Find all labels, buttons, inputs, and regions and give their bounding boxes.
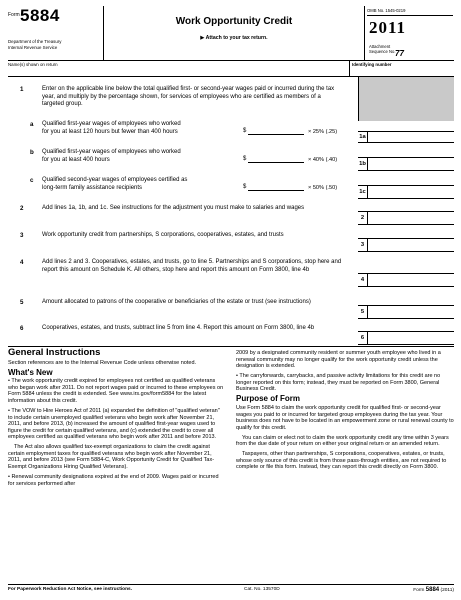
names-label: Name(s) shown on return: [8, 62, 58, 67]
line-4: [8, 259, 454, 287]
attachment-sequence: [369, 44, 396, 54]
line-text: Add lines 1a, 1b, and 1c. See instructions for the adjustment you must make to salaries and wages: [42, 205, 305, 211]
line-text: Enter on the applicable line below the total qualified first- or second-year wages paid or incurred during the tax year, and multiply by the percentage shown, for services of employees who are certified as members of a targeted group.: [42, 86, 335, 108]
box-label: 6: [358, 331, 368, 345]
omb-number: OMB No. 1545-0219: [367, 8, 453, 16]
amount-field-6[interactable]: [368, 331, 454, 345]
form-number: 5884: [20, 6, 60, 25]
amount-field-5[interactable]: [368, 305, 454, 319]
form-label: Form: [8, 12, 20, 18]
line-number: 1: [20, 86, 24, 93]
line-number: 2: [20, 205, 24, 212]
line-6: [8, 325, 454, 345]
line-text-2: long-term family assistance recipients: [42, 184, 143, 191]
amount-field-1b[interactable]: [368, 157, 454, 171]
amount-field-1a[interactable]: [368, 131, 454, 143]
line-text-2: for you at least 400 hours: [42, 156, 110, 163]
omb-block: [364, 6, 454, 61]
line-1c: [8, 177, 454, 199]
footer-form-word: Form: [413, 588, 425, 593]
footer-year: (2011): [440, 588, 454, 593]
tax-year: 2011: [369, 18, 407, 37]
whats-new-item: • The VOW to Hire Heroes Act of 2011 (a) expanded the definition of "qualified veteran" to include certain unemployed qualified veterans who begin work after November 21, 2011, and before 2013, (b) increased the amount of qualified first-year wages used to figure the credit for certain qualified veterans, and (c) extended the credit to cover all employees certified as qualified veterans who begin work after 2011 and before 2013.: [8, 407, 220, 441]
form-id-block: [8, 6, 104, 61]
names-row: [8, 61, 454, 77]
whats-new-heading: What's New: [8, 367, 53, 377]
box-column: [358, 177, 454, 199]
form-title: Work Opportunity Credit: [175, 16, 293, 27]
paperwork-notice: For Paperwork Reduction Act Notice, see instructions.: [8, 587, 133, 592]
line-1a: [8, 121, 454, 143]
box-column: [358, 205, 454, 225]
line-text: Add lines 2 and 3. Cooperatives, estates, and trusts, go to line 5. Partnerships and S corporations, stop here and report this amount on Schedule K. All others, stop here and report this amount on Form 3800, line 4b: [42, 259, 342, 273]
box-column: [358, 299, 454, 319]
form-footer: [8, 584, 454, 594]
line-text-2: for you at least 120 hours but fewer than 400 hours: [42, 128, 178, 135]
amount-field-1c[interactable]: [368, 185, 454, 199]
whats-new-item: The Act also allows qualified tax-exempt organizations to claim the credit against certain employment taxes for qualified veterans who begin work after November 21, 2011, and before 2013 (see Form 5884-C, Work Opportunity Credit for Qualified Tax-Exempt Organizations Hiring Qualified Veterans).: [8, 444, 215, 471]
instructions-right-column: [236, 350, 454, 474]
department: [8, 39, 102, 50]
box-column: [358, 121, 454, 143]
line-text-1: Qualified first-year wages of employees who worked: [42, 121, 181, 127]
general-instructions-heading: General Instructions: [8, 347, 101, 358]
box-column: [358, 259, 454, 287]
footer-form-number: 5884: [425, 587, 440, 593]
dept-line-2: Internal Revenue Service: [8, 44, 58, 50]
line-3: [8, 232, 454, 252]
instructions-left-column: [8, 347, 224, 491]
line-number: 3: [20, 232, 24, 239]
box-label: 4: [358, 273, 368, 287]
box-label: 3: [358, 238, 368, 252]
shaded-area: [358, 77, 454, 121]
identifying-number-field[interactable]: [349, 61, 454, 77]
whats-new-continued: 2009 by a designated community resident or summer youth employee who lived in a renewal community may no longer qualify for the work opportunity credit unless the designation is extended.: [236, 350, 441, 370]
box-column: [358, 232, 454, 252]
line-letter: b: [30, 149, 34, 156]
box-column: [358, 325, 454, 345]
line-text-1: Qualified first-year wages of employees who worked: [42, 149, 181, 155]
box-label: 1a: [358, 131, 368, 143]
sequence-label: Sequence No.: [369, 49, 396, 54]
line-text: Cooperatives, estates, and trusts, subtract line 5 from line 4. Report this amount on Form 3800, line 4b: [42, 325, 315, 331]
line-2: [8, 205, 454, 225]
line-text: Amount allocated to patrons of the cooperative or beneficiaries of the estate or trust (see instructions): [42, 299, 311, 305]
general-text: Section references are to the Internal Revenue Code unless otherwise noted.: [8, 359, 197, 366]
title-block: [104, 6, 364, 61]
purpose-text: Taxpayers, other than partnerships, S corporations, cooperatives, estates, or trusts, whose only source of this credit is from those pass-through entities, are not required to complete or file this form. Instead, they can report this credit directly on Form 3800.: [236, 451, 447, 471]
wages-input-1c[interactable]: [248, 190, 304, 191]
line-number: 4: [20, 259, 24, 266]
line-text-1: Qualified second-year wages of employees certified as: [42, 177, 188, 183]
attach-note: ▶ Attach to your tax return.: [200, 35, 268, 41]
footer-form-id: [413, 587, 454, 593]
dollar-sign: $: [243, 156, 247, 162]
whats-new-item: • The work opportunity credit expired for employees not certified as qualified veterans who began work after 2011. Do not report wages paid or incurred to these employees on Form 5884 unless the credit is extended. See www.irs.gov/form5884 for the latest information about this credit.: [8, 378, 224, 404]
dollar-sign: $: [243, 184, 247, 190]
line-1b: [8, 149, 454, 171]
line-number: 6: [20, 325, 24, 332]
percentage: × 50% (.50): [308, 185, 338, 191]
identifying-number-label: Identifying number: [352, 62, 392, 67]
purpose-text: Use Form 5884 to claim the work opportunity credit for qualified first- or second-year wages you paid to or incurred for targeted group employees during the tax year. Your business does not have to be located in an empowerment zone or rural renewal county to qualify for this credit.: [236, 404, 454, 431]
percentage: × 40% (.40): [308, 157, 338, 163]
whats-new-item: • Renewal community designations expired at the end of 2009. Wages paid or incurred for services performed after: [8, 474, 219, 487]
box-column: [358, 149, 454, 171]
box-label: 5: [358, 305, 368, 319]
form-header: [8, 6, 454, 61]
catalog-number: Cat. No. 13570D: [244, 587, 280, 592]
line-text: Work opportunity credit from partnerships, S corporations, cooperatives, estates, and trusts: [42, 232, 284, 238]
wages-input-1a[interactable]: [248, 134, 304, 135]
amount-field-4[interactable]: [368, 273, 454, 287]
purpose-text: You can claim or elect not to claim the work opportunity credit any time within 3 years from the due date of your return on either your original return or an amended return.: [236, 434, 449, 448]
dept-line-1: Department of the Treasury: [8, 39, 62, 44]
attachment-label: Attachment: [369, 44, 391, 49]
wages-input-1b[interactable]: [248, 162, 304, 163]
amount-field-3[interactable]: [368, 238, 454, 252]
dollar-sign: $: [243, 128, 247, 134]
line-letter: a: [30, 121, 34, 128]
box-label: 1b: [358, 157, 368, 171]
purpose-heading: Purpose of Form: [236, 394, 301, 404]
line-number: 5: [20, 299, 24, 306]
box-label: 2: [358, 211, 368, 225]
sequence-number: 77: [395, 49, 404, 58]
form-page: [8, 6, 454, 594]
amount-field-2[interactable]: [368, 211, 454, 225]
percentage: × 25% (.25): [308, 129, 338, 135]
line-letter: c: [30, 177, 34, 184]
line-5: [8, 299, 454, 319]
whats-new-item: • The carryforwards, carrybacks, and passive activity limitations for this credit are no longer reported on this form; instead, they must be reported on Form 3800, General Business Credit.: [236, 373, 441, 393]
box-label: 1c: [358, 185, 368, 199]
